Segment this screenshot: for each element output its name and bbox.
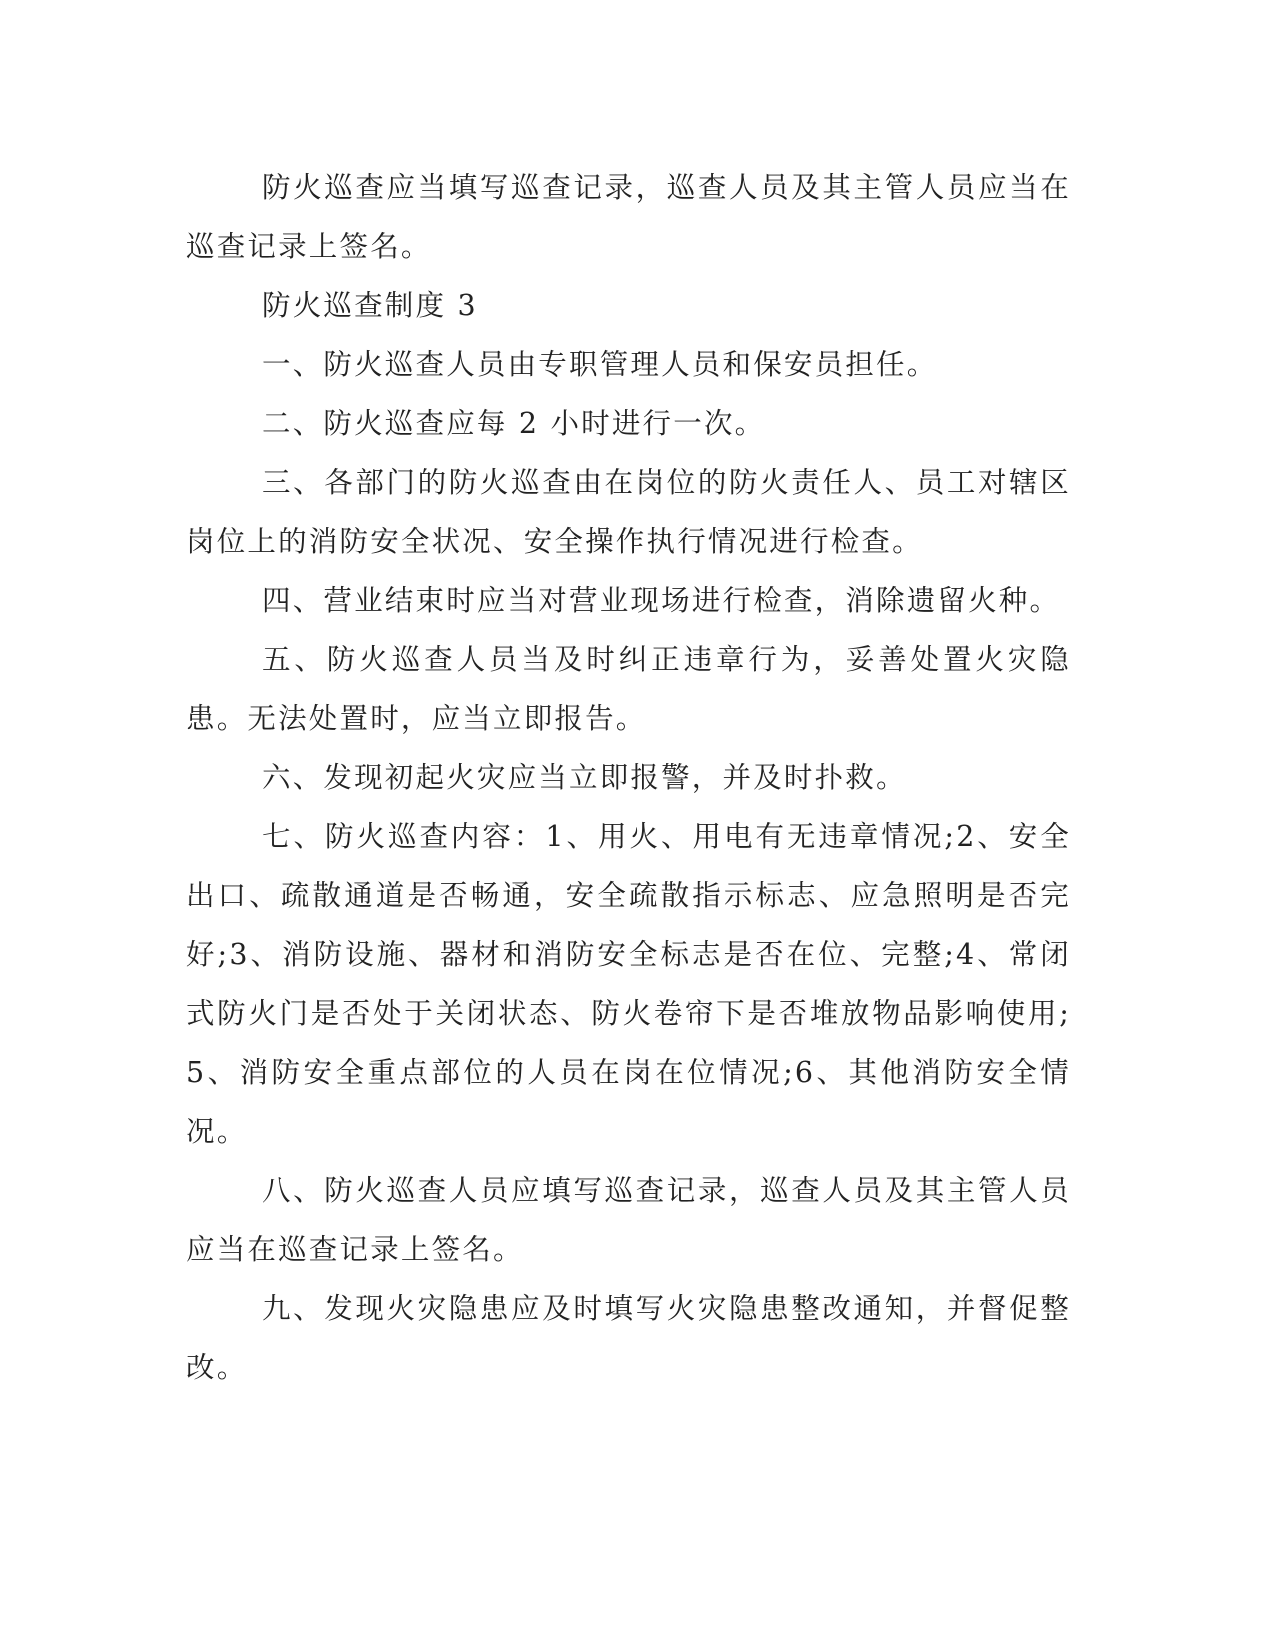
paragraph-item-9: 九、发现火灾隐患应及时填写火灾隐患整改通知，并督促整改。 [186,1292,1071,1384]
section-heading: 防火巡查制度 3 [262,289,478,322]
paragraph-item-7: 七、防火巡查内容：1、用火、用电有无违章情况;2、安全出口、疏散通道是否畅通，安全疏散指示标志、应急照明是否完好;3、消防设施、器材和消防安全标志是否在位、完整;4、常闭式防火门是否处于关闭状态、防火卷帘下是否堆放物品影响使用;5、消防安全重点部位的人员在岗在位情况;6、其他消防安全情况。 [186,820,1071,1148]
document-body [186,158,1071,1397]
paragraph-item-2: 二、防火巡查应每 2 小时进行一次。 [262,407,766,440]
paragraph-item-4: 四、营业结束时应当对营业现场进行检查，消除遗留火种。 [262,584,1061,617]
paragraph-item-1: 一、防火巡查人员由专职管理人员和保安员担任。 [262,348,938,381]
paragraph-item-8: 八、防火巡查人员应填写巡查记录，巡查人员及其主管人员应当在巡查记录上签名。 [186,1174,1071,1266]
paragraph-patrol-record: 防火巡查应当填写巡查记录，巡查人员及其主管人员应当在巡查记录上签名。 [186,171,1071,263]
paragraph-item-3: 三、各部门的防火巡查由在岗位的防火责任人、员工对辖区岗位上的消防安全状况、安全操作执行情况进行检查。 [186,466,1071,558]
paragraph-item-6: 六、发现初起火灾应当立即报警，并及时扑救。 [262,761,907,794]
paragraph-item-5: 五、防火巡查人员当及时纠正违章行为，妥善处置火灾隐患。无法处置时，应当立即报告。 [186,643,1071,735]
